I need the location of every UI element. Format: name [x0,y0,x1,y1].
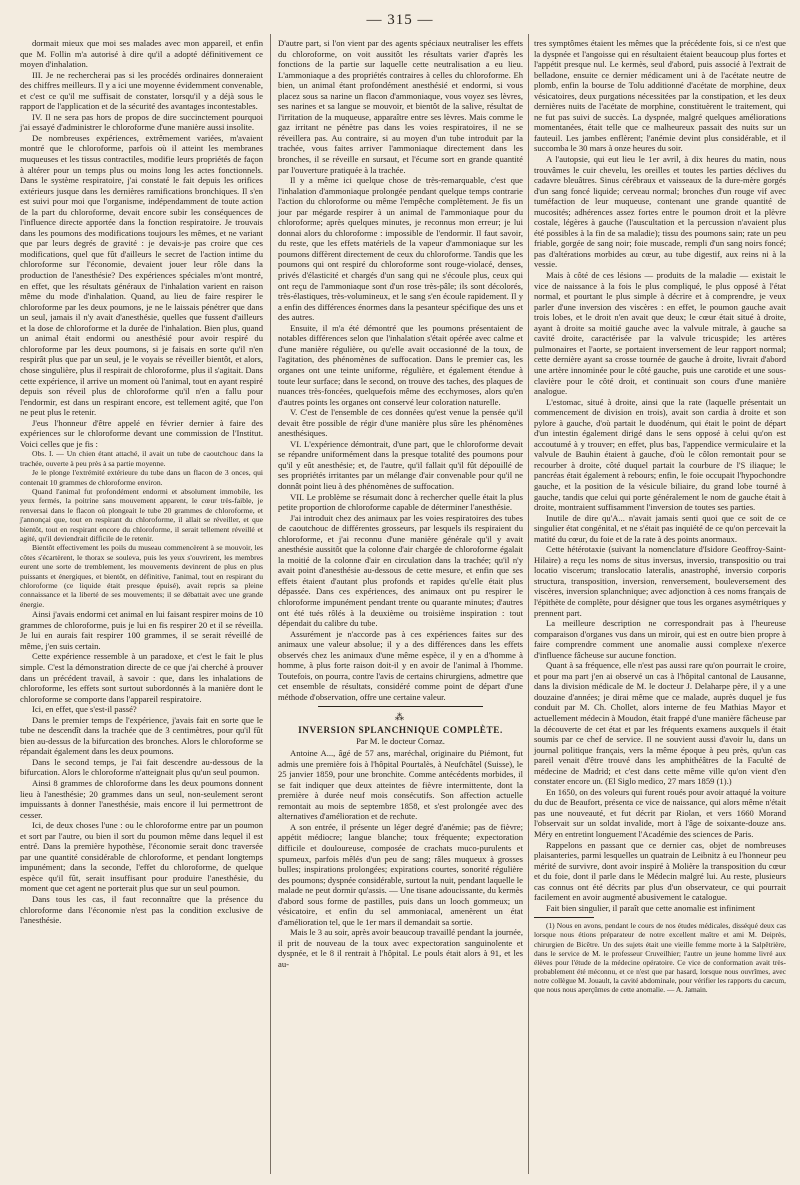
column-2 [278,38,523,970]
paragraph: A l'autopsie, qui eut lieu le 1er avril, à dix heures du matin, nous trouvâmes le cuir chevelu, les oreilles et toutes les parties déclives du cadavre bleuâtres. Sinus cérébraux et vaisseaux de la dure-mère gorgés d'un sang foncé liquide; cerveau normal; bronches d'un rouge vif avec tuméfaction de leur muqueuse, contenant une grande quantité de mucosités; adhérences assez fortes entre le poumon droit et la plèvre costale, légères à gauche (l'auscultation et la percussion n'avaient plus été possibles à la fin de sa maladie); tissu des poumons sain; rate un peu friable, gorgée de sang noir; foie muscade, rempli d'un sang noirs foncé; pas d'altérations morbides au cœur, au tube digestif, aux reins ni à la vessie. [534,154,786,270]
paragraph: J'eus l'honneur d'être appelé en février dernier à faire des expériences sur le chloroforme devant une commission de l'Institut. Voici celles que je fis : [20,417,263,449]
paragraph: Quant à sa fréquence, elle n'est pas aussi rare qu'on pourrait le croire, et pour ma part j'en ai observé un cas à l'hôpital cantonal de Lausanne, dans la division médicale de M. le docteur J. Delaharpe père, il y a une douzaine d'années; je dirai même que ce malade, auprès duquel je fus conduit par M. Ch. Chollet, alors interne de feu Mathias Mayor et actuellement médecin à Moudon, était frappé d'une manière fâcheuse par la découverte de cet état et par les fréquents examens auxquels il était soumis par ce chef de service. Il ne souvient aussi d'avoir lu, dans un journal politique français, vers la même époque à peu près, qu'un cas pareil venait d'être trouvé dans les amphithéâtres de la Faculté de médecine de Madrid; et c'est dans cette même ville qu'on vient d'en constater encore un. (El Siglo medico, 27 mars 1859 (1).) [534,660,786,787]
paragraph: D'autre part, si l'on vient par des agents spéciaux neutraliser les effets du chloroforme, on voit aussitôt les résultats varier d'après les fonctions de la partie sur laquelle cette neutralisation a eu lieu. L'ammoniaque a des propriétés contraires à celles du chloroforme. Eh bien, un animal étant profondément anesthésié et endormi, si vous placez sous sa narine un flacon d'ammoniaque, vous voyez ses lèvres, ses narines et sa langue se mouvoir, et bientôt de la salive, résultat de l'irritation de la muqueuse, apparaître entre ses lèvres. Mais comme le gaz irritant ne pénètre pas dans les voies respiratoires, il ne se réveillera pas. Au contraire, si au moyen d'un tube introduit par la trachée, vous faites arriver l'ammoniaque directement dans les bronches, il se réveille en sursaut, et l'écume sort en grande quantité par l'ouverture pratiquée à la trachée. [278,38,523,175]
article-title: INVERSION SPLANCHNIQUE COMPLÈTE. [298,725,503,735]
paragraph: tres symptômes étaient les mêmes que la précédente fois, si ce n'est que la dyspnée et l'angoisse qui en résultaient étaient beaucoup plus fortes et l'appétit presque nul. Le kermès, seul d'abord, puis associé à l'extrait de belladone, ensuite ce dernier médicament uni à de l'acétate neutre de plomb, enfin la bourse de Tolu additionné d'acétate de morphine, deux vésicatoires, deux purgations nécessitées par la constipation, et les deux dernières nuits de l'acétate de morphine, constituèrent le traitement, qui ne fut pas suivi de succès. La dyspnée, malgré quelques améliorations momentanées, était telle que ce malheureux passait des nuits sur un fauteuil. Les jambes enflèrent; l'anémie devint plus considérable, et il succomba le 30 mars à onze heures du soir. [534,38,786,154]
observation-paragraph: Je le plonge l'extrémité extérieure du tube dans un flacon de 3 onces, qui contenait 10 grammes de chloroforme environ. [20,468,263,487]
paragraph: La meilleure description ne correspondrait pas à l'heureuse comparaison d'organes vus dans un miroir, qui est en outre bien propre à faire comprendre comment une anomalie aussi complexe n'exerce d'influence fâcheuse sur aucune fonction. [534,618,786,660]
paragraph: Il y a même ici quelque chose de très-remarquable, c'est que l'inhalation d'ammoniaque prolongée pendant quelque temps contrarie l'action du chloroforme ou même l'empêche complètement. Je fis un jour par mégarde respirer à un animal de l'ammoniaque pour du chloroforme; après quelques minutes, je reconnus mon erreur; je lui donnai alors du chloroforme : impossible de l'endormir. Il faut savoir, du reste, que les effets matériels de la vapeur d'ammoniaque sur les poumons diffèrent directement de ceux du chloroforme. Tandis que les poumons qui ont respiré du chloroforme sont rouge-violacé, denses, privés d'élasticité et chargés d'un sang qui ne s'écoule plus, ceux qui ont reçu de l'ammoniaque sont d'un rose très-pâle; ils sont décolorés, très-élastiques, très-volumineux, et le sang s'en écoule rapidement. Il y a enfin des différences énormes dans la pesanteur spécifique des uns et des autres. [278,175,523,323]
paragraph: Cette hétérotaxie (suivant la nomenclature d'Isidore Geoffroy-Saint-Hilaire) a reçu les noms de situs inversus, inversio, transpositio ou trai locatio viscerum; translocatio lateralis, anastrophé, inversio corporis structura, transposition, inversion, renversement, bouleversement des viscères, inversion splanchnique; avec adjonction à ces noms français de l'épithète de complète, pour désigner que tous les organes asymétriques y prennent part. [534,544,786,618]
observation-paragraph: Bientôt effectivement les poils du museau commencèrent à se mouvoir, les côtes s'écartèrent, le thorax se souleva, puis les yeux s'ouvrirent, les membres eurent une sorte de tremblement, les mouvements devinrent de plus en plus puissants et énergiques, et bientôt, en définitive, l'animal, tout en respirant du chloroforme (ce liquide était presque épuisé), avait repris sa pleine connaissance et la liberté de ses mouvements; il se débattait avec une grande énergie. [20,543,263,609]
paragraph: Ici, de deux choses l'une : ou le chloroforme entre par un poumon et sort par l'autre, ou bien il sort du poumon même dans lequel il est entré. Dans la première hypothèse, l'économie serait donc traversée par une quantité considérable de chloroforme, et pendant longtemps impunément; dans la seconde, l'effet du chloroforme, de quelque espèce qu'il fût, serait insuffisant pour produire l'anesthésie, du moment que cet agent ne porterait plus que sur un seul poumon. [20,820,263,894]
ornament-divider: ⁂ [395,712,406,723]
paragraph: Dans le premier temps de l'expérience, j'avais fait en sorte que le tube ne descendît dans la trachée que de 3 centimètres, pour qu'il fût bien au-dessus de la bifurcation des bronches. Alors le chloroforme se répandait également dans les deux poumons. [20,714,263,757]
paragraph: Antoine A..., âgé de 57 ans, maréchal, originaire du Piémont, fut admis une première fois à l'hôpital Pourtalès, à Neufchâtel (Suisse), le 25 janvier 1859, pour une bronchite. Comme antécédents morbides, il se fait indiquer que deux atteintes de fièvre intermittente, dont la première à durée neuf mois consécutifs. Son affection actuelle remontait au mois de septembre 1858, et s'est prolongée avec des alternatives d'amélioration et de rechute. [278,748,523,822]
paragraph: En 1650, on des voleurs qui furent roués pour avoir attaqué la voiture du duc de Beaufort, présenta ce vice de naissance, qui alors même n'était pas une nouveauté, et fut décrit par Riolan, et vers 1660 Morand l'observait sur un soldat invalide, mort à l'âge de soixante-douze ans. Méry en entretint longuement l'Académie des sciences de Paris. [534,786,786,840]
footnote: (1) Nous en avons, pendant le cours de nos études médicales, disséqué deux cas lorsque nous étions préparateur de notre excellent maître et ami M. Deiprès, chirurgien de Bicêtre. Un des sujets était une vieille femme morte à la Salpêtrière, dans le service de M. le professeur Cruveilhier; l'autre un jeune homme livré aux élèves pour l'étude de la médecine opératoire. Ce vice de conformation avait très-probablement été méconnu, et ce n'est que par hasard, lorsque nous ouvrîmes, avec notre collègue M. Jouault, la cavité abdominale, pour vérifier les rapports du cæcum, que nous nous aperçûmes de cette anomalie. — A. Jamain. [534,921,786,995]
paragraph: A son entrée, il présente un léger degré d'anémie; pas de fièvre; appétit médiocre; langue blanche; toux fréquente; expectoration difficile et douloureuse, composée de crachats muco-purulents et spumeux, parfois mêlés d'un peu de sang; râles muqueux à grosses bulles; inspirations prolongées; expirations courtes, sonorité régulière des poumons; dyspnée considérable, surtout la nuit, pendant laquelle le malade ne peut dormir qu'assis. — Une tisane adoucissante, du kermès d'abord sous forme de pastilles, puis dans un looch gommeux; un vésicatoire, et enfin du sel ammoniacal, amenèrent un état d'amélioration tel, que le 1er mars il demandait sa sortie. [278,821,523,927]
paragraph: Mais le 3 au soir, après avoir beaucoup travaillé pendant la journée, il prit de nouveau de la toux avec expectoration sanguinolente et dyspnée, et le 8 il rentrait à l'hôpital. Le pouls était alors à 91, et les au- [278,927,523,970]
paragraph: Rappelons en passant que ce dernier cas, objet de nombreuses plaisanteries, parmi lesquelles un quatrain de Leibnitz à eu l'honneur peu mérité de survivre, dont avoir inspiré à Molière la transposition du cœur et du foie, dont il parle dans le Médecin malgré lui. Au reste, plusieurs cas connus ont été décrits par plus d'un observateur, ce qui pourrait facilement en avoir augmenté abusivement le catalogue. [534,839,786,903]
column-rule-right [528,34,529,1174]
observation-paragraph: Quand l'animal fut profondément endormi et absolument immobile, les yeux fermés, la poitrine sans mouvement apparent, le cœur très-faible, je renversai dans le flacon où plongeait le tube 20 grammes de chloroforme, et j'annonçai que, tout en respirant du chloroforme, il allait se réveiller, et que bientôt, tout en respirant encore du chloroforme, il serait tellement réveillé et agité, qu'il deviendrait difficile de le retenir. [20,486,263,543]
section-divider [318,706,483,707]
paragraph: VI. L'expérience démontrait, d'une part, que le chloroforme devait se répandre uniformément dans la presque totalité des poumons pour qu'il y eût anesthésie; et, de l'autre, qu'il fallait qu'il fût dépouillé de ses propriétés irritantes par un mélange d'air convenable pour qu'il ne donnât point lieu à des phénomènes de suffocation. [278,438,523,491]
paragraph: IV. Il ne sera pas hors de propos de dire succinctement pourquoi j'ai essayé d'administrer le chloroforme d'une manière aussi insolite. [20,111,263,133]
paragraph: Ici, en effet, que s'est-il passé? [32,704,137,715]
paragraph: Dans tous les cas, il faut reconnaître que la présence du chloroforme dans l'économie n'est pas la condition exclusive de l'anesthésie. [20,894,263,926]
paragraph: Ainsi j'avais endormi cet animal en lui faisant respirer moins de 10 grammes de chloroforme, puis je lui en fis respirer 20 et il se réveilla. Je lui en aurais fait respirer 100 grammes, il se serait réveillé de même, j'en suis certain. [20,609,263,651]
paragraph: dormait mieux que moi ses malades avec mon appareil, et enfin que M. Follin m'a autorisé à dire qu'il a adopté définitivement ce moyen d'inhalation. [20,38,263,70]
column-3 [534,38,786,994]
paragraph: L'estomac, situé à droite, ainsi que la rate (laquelle présentait un commencement de division en trois), avait son cardia à droite et son pylore à gauche, d'où partait le duodénum, qui était le point de départ d'un intestin également dirigé dans le sens opposé à celui qu'on est accoutumé à y trouver; en effet, plus bas, l'appendice vermiculaire et la valvule de Bauhin étaient à gauche, d'où le côlon remontait pour se recourber à droite, côté duquel partait la courbure de l'S iliaque; le pancréas était également à rebours; enfin, le foie occupait l'hypochondre gauche, et la position de la vésicule biliaire, du grand lobe tourné à gauche, tandis que celui qui porte généralement le nom de gauche était à droite, montraient suffisamment l'inversion de toutes ses parties. [534,396,786,513]
paragraph: Assurément je n'accorde pas à ces expériences faites sur des animaux une valeur absolue; il y a des différences dans les effets observés chez les animaux d'une même espèce, il y en a d'homme à homme, à plus forte raison doit-il y en avoir de l'animal à l'homme. Toutefois, on pourra, contre l'avis de certains chirurgiens, admettre que cet ensemble de résultats, considéré comme point de départ d'une méthode d'observation, offre une certaine valeur. [278,628,523,702]
paragraph: Fait bien singulier, il paraît que cette anomalie est infiniment [546,902,756,913]
paragraph: Mais à côté de ces lésions — produits de la maladie — existait le vice de naissance à la fois le plus compliqué, le plus opposé à l'état normal, et pourtant le plus simple à décrire et à comprendre, je veux parler d'une inversion des viscères : en effet, le poumon gauche avait trois lobes, et le droit n'en avait que deux; le cœur était situé à droite, ayant à droite sa moitié gauche avec la valvule mitrale, à gauche sa cavité droite, caractérisée par la valvule tricuspide; les artères pulmonaires et l'aorte, se portaient inversement de leur rapport normal; cette dernière ayant sa crosse tournée de gauche à droite, livrait d'abord une artère innominée pour le côté gauche, puis une carotide et une sous-clavière pour le côté droit, et continuait son cours d'une manière analogue. [534,270,786,397]
paragraph: J'ai introduit chez des animaux par les voies respiratoires des tubes de caoutchouc de différentes grosseurs, par lesquels ils respiraient du chloroforme, et j'ai reconnu d'une manière générale qu'il y avait anesthésie aussitôt que la colonne d'air chargée de chloroforme égalait la moitié de la colonne d'air en circulation dans la trachée; qu'il n'y avait point d'anesthésie au-dessous de cette mesure, et enfin que ses effets étaient d'autant plus profonds et rapides qu'elle était plus dépassée. Dans ces expériences, des animaux ont pu respirer le chloroforme impunément pendant trente ou quarante minutes; d'autres ont été tués rôlés à la deuxième ou troisième inspiration : tout dépendait du calibre du tube. [278,512,523,629]
paragraph: Cette expérience ressemble à un paradoxe, et c'est le fait le plus simple. C'est la démonstration directe de ce que j'ai cherché à prouver dans un précédent travail, à savoir : que, dans les inhalations de chloroforme, les effets sont surtout subordonnés à la manière dont le chloroforme se comporte dans l'appareil respiratoire. [20,651,263,704]
paragraph: Inutile de dire qu'A... n'avait jamais senti quoi que ce soit de ce singulier état congénital, et ne s'était pas inquiété de ce qu'on percevait la matité du cœur, du foie et de la rate à des points anormaux. [534,512,786,544]
paragraph: III. Je ne rechercherai pas si les procédés ordinaires donneraient des chiffres meilleurs. Il y a ici une moyenne évidemment convenable, et c'est ce qu'il me suffisait de constater, lorsqu'il y a déjà sous le rapport de l'application et de la sécurité des avantages incontestables. [20,69,263,112]
paragraph: Dans le second temps, je l'ai fait descendre au-dessous de la bifurcation. Alors le chloroforme n'atteignait plus qu'un seul poumon. [20,756,263,778]
footnote-rule [534,917,594,918]
paragraph: De nombreuses expériences, extrêmement variées, m'avaient montré que le chloroforme, parfois où il atteint les membranes muqueuses et les tissus contractiles, modifie leurs propriétés de façon à altérer pour un temps plus ou moins long les actes fonctionnels. Dans le système respiratoire, j'ai constaté le fait depuis les orifices extérieurs jusque dans les dernières ramifications bronchiques. Il s'en est suivi pour moi que l'organisme, indépendamment de toute action de la part du chloroforme, devait encore subir les conséquences de l'influence directe apportée dans la fonction respiratoire. Je trouvais dans les poumons des modifications toujours les mêmes, et ne variant que par leurs degrés de gravité : je devais-je pas croire que ces modifications, quel que fût d'ailleurs le secret de l'action intime du chloroforme sur l'économie, devaient jouer leur rôle dans la production de l'anesthésie? Des expériences spéciales m'ont montré, en effet, que les résultats généraux de l'inhalation varient en raison même du mode d'inhalation. Quand, au lieu de faire respirer le chloroforme par les deux poumons, je ne le laissais pénétrer que dans un seul, jamais il n'y avait d'anesthésie, quelles que fussent d'ailleurs et la dose de chloroforme et la durée de l'inhalation. Bien plus, quand un animal était endormi ou anesthésié pour avoir respiré du chloroforme par les deux poumons, si je faisais en sorte qu'il n'en respirât plus que par un seul, je le voyais se réveiller bientôt, et alors, chose singulière, plus il respirait de chloroforme, plus il s'agitait. Dans cette expérience, il arrive un moment où l'animal, tout en ayant respiré depuis son réveil plus de chloroforme qu'il n'en a fallu pour l'endormir, est dans un respirant encore, est tellement agité, que l'on ne peut plus le retenir. [20,132,263,418]
paragraph: VII. Le problème se résumait donc à rechercher quelle était la plus petite proportion de chloroforme capable de déterminer l'anesthésie. [278,491,523,513]
paragraph: Ensuite, il m'a été démontré que les poumons présentaient de notables différences selon que l'inhalation s'était opérée avec calme et d'une manière régulière, ou qu'elle avait occasionné de la toux, de l'agitation, des phénomènes de suffocation. Dans le premier cas, les organes ont une teinte uniforme, régulière, et également étendue à toute leur surface; dans le second, on trouve des taches, des plaques de nuances très-foncées, quelquefois même des ecchymoses, alors qu'en d'autres points les organes ont conservé leur coloration naturelle. [278,322,523,407]
observation-paragraph: Obs. I. — Un chien étant attaché, il avait un tube de caoutchouc dans la trachée, ouverte à peu près à sa partie moyenne. [20,449,263,468]
article-author: Par M. le docteur Cornaz. [356,735,445,746]
column-1 [20,38,263,926]
paragraph: Ainsi 8 grammes de chloroforme dans les deux poumons donnent lieu à l'anesthésie; 20 grammes dans un seul, non-seulement seront impuissants à donner l'anesthésie, mais encore il lui permettront de cesser. [20,777,263,820]
column-rule-left [270,34,271,1174]
paragraph: V. C'est de l'ensemble de ces données qu'est venue la pensée qu'il devait être possible de régir d'une manière plus sûre les phénomènes anesthésiques. [278,407,523,439]
page-number: — 315 — [366,12,434,28]
